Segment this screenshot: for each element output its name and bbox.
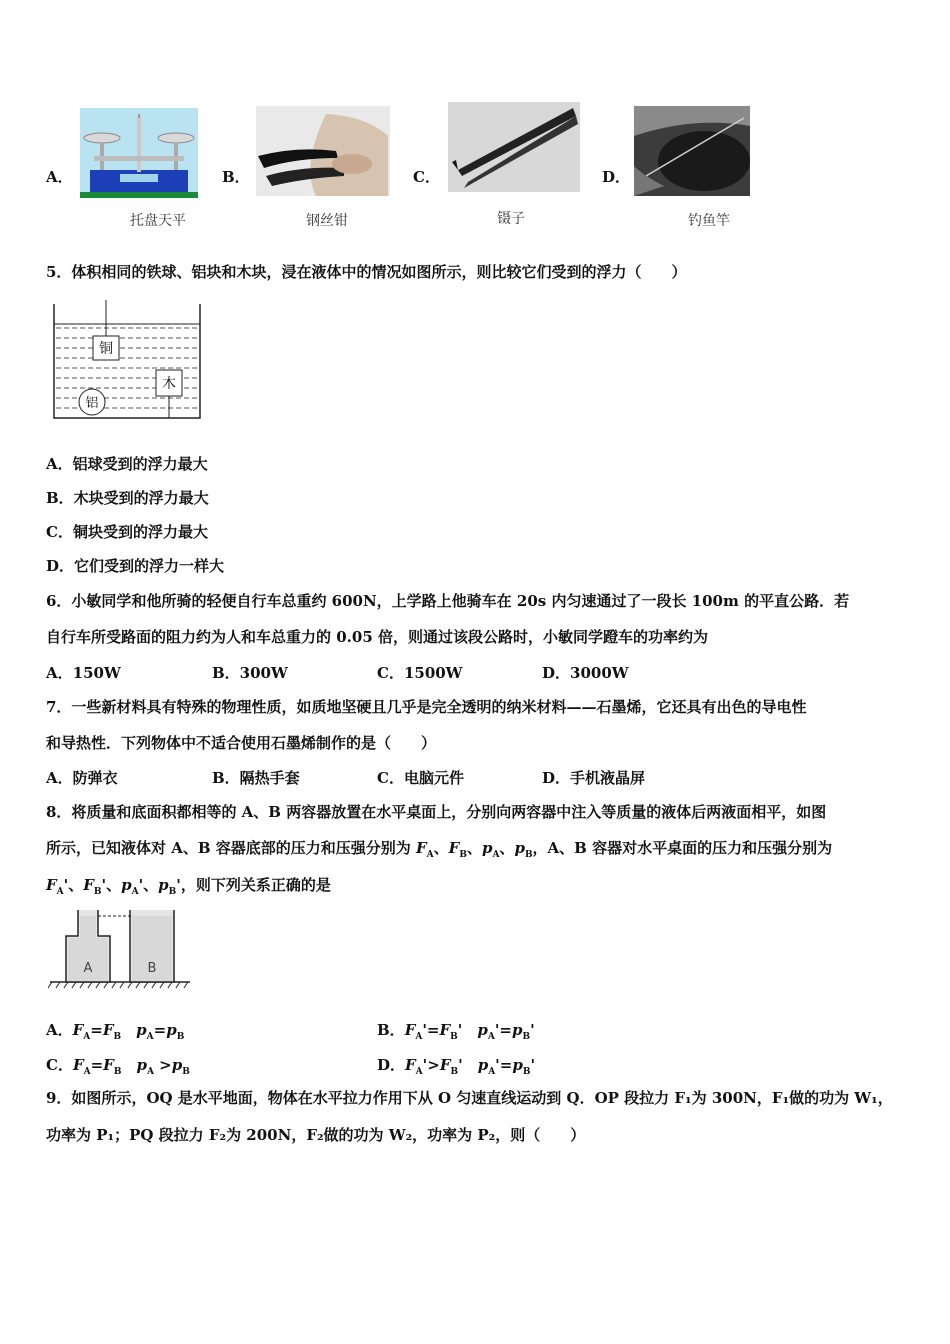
- q7-option-b[interactable]: B．隔热手套: [212, 769, 300, 787]
- pliers-image: [256, 106, 390, 196]
- q8-line3-text: ，则下列关系正确的是: [180, 876, 331, 894]
- q8-option-b-letter: B．: [377, 1021, 405, 1039]
- q8-option-c-letter: C．: [46, 1056, 73, 1074]
- q4-caption-b: 钢丝钳: [306, 213, 348, 229]
- q6-stem-line2: 自行车所受路面的阻力约为人和车总重力的 0.05 倍，则通过该段公路时，小敏同学蹬车的功率约为: [46, 628, 708, 646]
- q5-option-c[interactable]: C．铜块受到的浮力最大: [46, 523, 208, 541]
- q5-stem: 5．体积相同的铁球、铝块和木块，浸在液体中的情况如图所示，则比较它们受到的浮力（ ）: [46, 263, 687, 281]
- q6-option-a[interactable]: A．150W: [46, 664, 121, 682]
- q8-option-d-letter: D．: [377, 1056, 406, 1074]
- q8-option-b[interactable]: B．$F_A'=F_B'$ $p_A'=p_B'$: [377, 1021, 535, 1042]
- q6-option-d[interactable]: D．3000W: [542, 664, 629, 682]
- q7-option-c[interactable]: C．电脑元件: [377, 769, 464, 787]
- q7-stem-line1: 7．一些新材料具有特殊的物理性质，如质地坚硬且几乎是完全透明的纳米材料——石墨烯，它还具有出色的导电性: [46, 698, 807, 716]
- copper-label: 铜: [99, 341, 113, 357]
- q4-option-c-letter[interactable]: C．: [413, 168, 440, 186]
- q8-stem-line3: [46, 875, 331, 902]
- q8-line2-symbols: $F_A$、$F_B$、$p_A$、$p_B$: [416, 839, 533, 860]
- q8-option-c[interactable]: C．$F_A=F_B$ $p_A >p_B$: [46, 1056, 190, 1077]
- q5-figure: [50, 300, 205, 422]
- q9-stem-line2: 功率为 P₁；PQ 段拉力 F₂为 200N，F₂做的功为 W₂，功率为 P₂，则（ ）: [46, 1126, 586, 1144]
- q4-option-b-letter[interactable]: B．: [222, 168, 250, 186]
- q6-stem-line1: 6．小敏同学和他所骑的轻便自行车总重约 600N，上学路上他骑车在 20s 内匀速通过了一段长 100m 的平直公路．若: [46, 592, 850, 610]
- q4-option-d-letter[interactable]: D．: [602, 168, 631, 186]
- aluminum-label: 铝: [85, 396, 99, 411]
- q8-line2-text-b: ，A、B 容器对水平桌面的压力和压强分别为: [532, 839, 833, 857]
- q4-caption-d: 钓鱼竿: [688, 213, 730, 229]
- q8-line2-text-a: 所示，已知液体对 A、B 容器底部的压力和压强分别为: [46, 839, 416, 857]
- q6-option-b[interactable]: B．300W: [212, 664, 288, 682]
- q9-stem-line1: 9．如图所示，OQ 是水平地面，物体在水平拉力作用下从 O 匀速直线运动到 Q．OP 段拉力 F₁为 300N，F₁做的功为 W₁，: [46, 1089, 893, 1107]
- q8-figure: [48, 906, 193, 994]
- wood-label: 木: [162, 376, 176, 392]
- q8-option-d[interactable]: D．$F_A'>F_B'$ $p_A'=p_B'$: [377, 1056, 536, 1077]
- q5-option-a[interactable]: A．铝球受到的浮力最大: [46, 455, 208, 473]
- fishing-rod-image: [634, 106, 750, 196]
- q8-stem-line1: 8．将质量和底面积都相等的 A、B 两容器放置在水平桌面上，分别向两容器中注入等质量的液体后两液面相平，如图: [46, 803, 827, 821]
- q5-option-d[interactable]: D．它们受到的浮力一样大: [46, 557, 225, 575]
- q8-option-a[interactable]: A．$F_A=F_B$ $p_A=p_B$: [46, 1021, 185, 1042]
- q6-option-c[interactable]: C．1500W: [377, 664, 463, 682]
- container-a-label: A: [83, 961, 93, 976]
- q8-stem-line2: [46, 838, 832, 865]
- balance-scale-image: [80, 108, 198, 198]
- tweezers-image: [448, 102, 580, 192]
- q5-option-b[interactable]: B．木块受到的浮力最大: [46, 489, 209, 507]
- q7-option-d[interactable]: D．手机液晶屏: [542, 769, 646, 787]
- q8-line3-symbols: $F_A'$、$F_B'$、$p_A'$、$p_B'$: [46, 876, 181, 897]
- q4-caption-c: 镊子: [497, 211, 525, 227]
- q7-option-a[interactable]: A．防弹衣: [46, 769, 118, 787]
- q8-option-a-letter: A．: [46, 1021, 73, 1039]
- container-b-label: B: [147, 961, 157, 976]
- q4-caption-a: 托盘天平: [130, 213, 186, 229]
- q7-stem-line2: 和导热性．下列物体中不适合使用石墨烯制作的是（ ）: [46, 734, 437, 752]
- q4-option-a-letter[interactable]: A．: [46, 168, 73, 186]
